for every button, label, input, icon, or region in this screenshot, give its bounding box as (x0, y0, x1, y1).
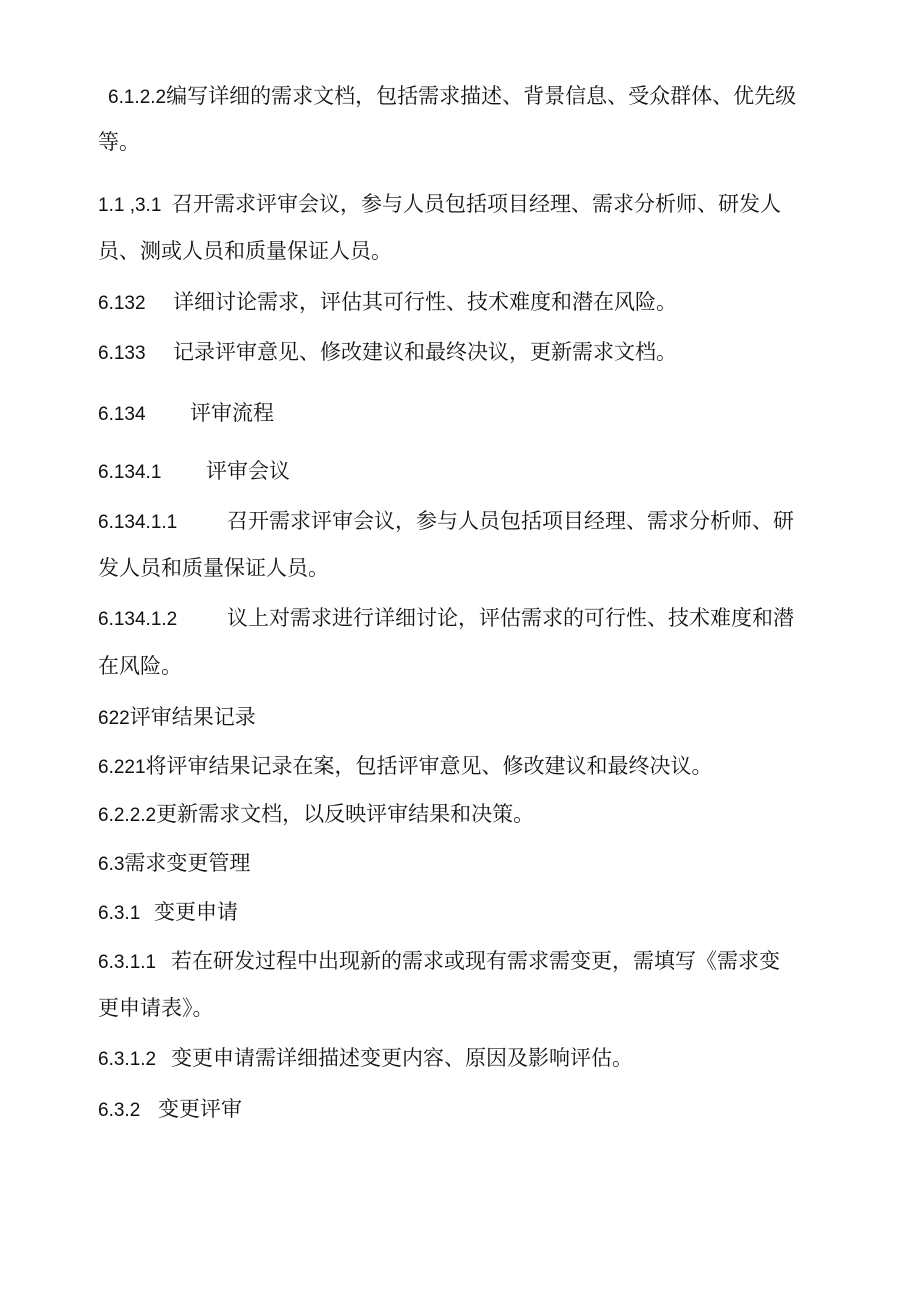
section-number: 6.3.1.1 (98, 952, 157, 973)
heading-text: 变更评审 (158, 1097, 242, 1121)
section-number: 6.134 (98, 404, 146, 425)
paragraph-6-221 (98, 752, 828, 782)
paragraph-text: 发人员和质量保证人员。 (98, 556, 329, 580)
section-number: 6.133 (98, 343, 146, 364)
heading-text: 评审流程 (190, 401, 274, 425)
paragraph-1-1-3-1 (98, 190, 828, 220)
paragraph-text: 等。 (98, 130, 140, 154)
heading-6-3 (98, 849, 828, 879)
section-number: 6.134.1 (98, 462, 162, 483)
paragraph-text: 将评审结果记录在案，包括评审意见、修改建议和最终决议。 (145, 754, 713, 778)
paragraph-text: 若在研发过程中出现新的需求或现有需求需变更，需填写《需求变 (171, 949, 780, 973)
paragraph-6-134-1-2 (98, 604, 828, 634)
paragraph-6-2-2-2 (98, 800, 828, 830)
section-number: 6.3 (98, 854, 125, 875)
section-number: 6.2.2.2 (98, 805, 157, 826)
paragraph-text: 记录评审意见、修改建议和最终决议，更新需求文档。 (173, 340, 677, 364)
paragraph-text: 详细讨论需求，评估其可行性、技术难度和潜在风险。 (173, 290, 677, 314)
heading-text: 评审结果记录 (129, 705, 256, 729)
section-number: 6.3.1.2 (98, 1049, 157, 1070)
heading-text: 评审会议 (206, 459, 290, 483)
section-number: 6.3.2 (98, 1100, 141, 1121)
section-number: 6.221 (98, 757, 146, 778)
paragraph-text: 议上对需求进行详细讨论，评估需求的可行性、技术难度和潜 (227, 606, 794, 630)
section-number: 6.1.2.2 (108, 87, 167, 108)
section-number: 6.132 (98, 293, 146, 314)
heading-text: 变更申请 (154, 900, 238, 924)
heading-6-134-1 (98, 457, 828, 487)
paragraph-text: 员、测或人员和质量保证人员。 (98, 239, 392, 263)
section-number: 1.1 ,3.1 (98, 195, 162, 216)
paragraph-continuation (98, 237, 828, 265)
section-number: 622 (98, 708, 130, 729)
heading-6-3-2 (98, 1095, 828, 1125)
paragraph-6-1-2-2 (108, 82, 838, 112)
paragraph-text: 更新需求文档，以反映评审结果和决策。 (156, 802, 535, 826)
paragraph-6-134-1-1 (98, 507, 828, 537)
paragraph-6-3-1-1 (98, 947, 828, 977)
paragraph-6-133 (98, 338, 828, 368)
paragraph-text: 变更申请需详细描述变更内容、原因及影响评估。 (171, 1046, 633, 1070)
paragraph-6-132 (98, 288, 828, 318)
paragraph-continuation (98, 994, 828, 1022)
section-number: 6.134.1.2 (98, 609, 178, 630)
paragraph-text: 召开需求评审会议，参与人员包括项目经理、需求分析师、研发人 (172, 192, 781, 216)
paragraph-continuation (98, 554, 828, 582)
heading-6-3-1 (98, 898, 828, 928)
heading-6-134 (98, 399, 828, 429)
paragraph-text: 在风险。 (98, 654, 182, 678)
paragraph-text: 更申请表》。 (98, 996, 214, 1020)
heading-622 (98, 703, 828, 733)
paragraph-text: 编写详细的需求文档，包括需求描述、背景信息、受众群体、优先级 (166, 84, 797, 108)
section-number: 6.134.1.1 (98, 512, 178, 533)
section-number: 6.3.1 (98, 903, 141, 924)
heading-text: 需求变更管理 (124, 851, 251, 875)
paragraph-continuation (98, 128, 828, 156)
paragraph-continuation (98, 652, 828, 680)
paragraph-6-3-1-2 (98, 1044, 828, 1074)
paragraph-text: 召开需求评审会议，参与人员包括项目经理、需求分析师、研 (227, 509, 794, 533)
